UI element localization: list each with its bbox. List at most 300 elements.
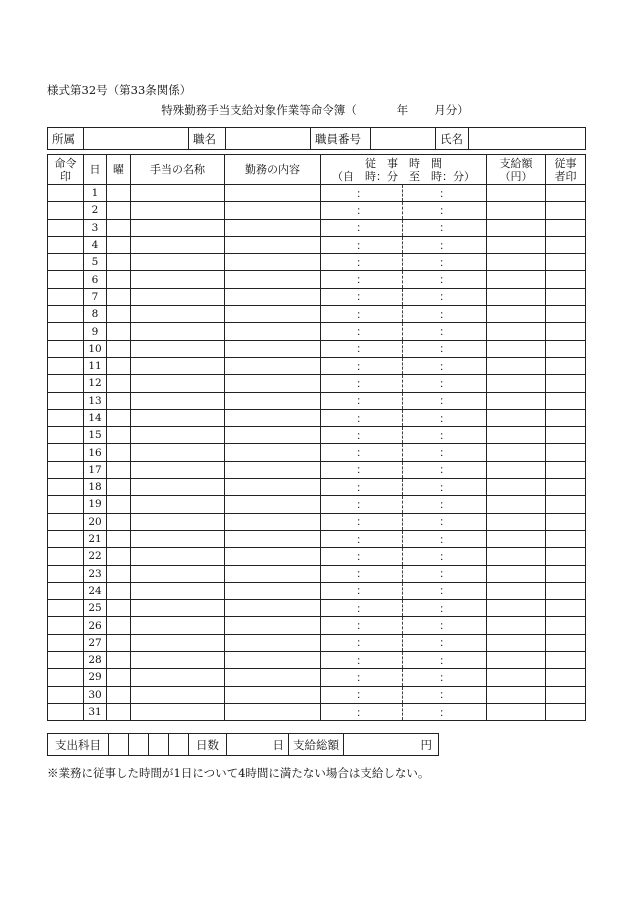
- order-seal-cell[interactable]: [48, 513, 84, 530]
- day-number: 29: [84, 669, 107, 686]
- work-content-cell[interactable]: [225, 271, 321, 288]
- allowance-name-cell[interactable]: [131, 357, 225, 374]
- expense-code-box[interactable]: [129, 734, 149, 756]
- start-time-cell[interactable]: ：: [321, 686, 403, 703]
- start-time-cell[interactable]: ：: [321, 185, 403, 202]
- day-number: 16: [84, 444, 107, 461]
- order-seal-cell[interactable]: [48, 496, 84, 513]
- position-label: 職名: [189, 128, 226, 150]
- order-seal-cell[interactable]: [48, 427, 84, 444]
- work-content-cell[interactable]: [225, 582, 321, 599]
- weekday-cell[interactable]: [107, 254, 131, 271]
- end-time-cell[interactable]: ：: [403, 652, 487, 669]
- work-content-cell[interactable]: [225, 254, 321, 271]
- start-time-cell[interactable]: ：: [321, 444, 403, 461]
- worker-seal-cell[interactable]: [546, 461, 586, 478]
- worker-seal-cell[interactable]: [546, 185, 586, 202]
- order-seal-cell[interactable]: [48, 357, 84, 374]
- name-field[interactable]: [469, 128, 586, 150]
- amount-cell[interactable]: [487, 323, 546, 340]
- worker-seal-cell[interactable]: [546, 409, 586, 426]
- days-field[interactable]: 日: [227, 734, 289, 756]
- allowance-name-cell[interactable]: [131, 202, 225, 219]
- weekday-cell[interactable]: [107, 669, 131, 686]
- weekday-cell[interactable]: [107, 634, 131, 651]
- amount-cell[interactable]: [487, 513, 546, 530]
- amount-cell[interactable]: [487, 548, 546, 565]
- order-seal-cell[interactable]: [48, 479, 84, 496]
- weekday-cell[interactable]: [107, 530, 131, 547]
- start-time-cell[interactable]: ：: [321, 306, 403, 323]
- work-content-cell[interactable]: [225, 479, 321, 496]
- amount-cell[interactable]: [487, 288, 546, 305]
- weekday-cell[interactable]: [107, 513, 131, 530]
- weekday-cell[interactable]: [107, 409, 131, 426]
- work-content-cell[interactable]: [225, 306, 321, 323]
- weekday-cell[interactable]: [107, 427, 131, 444]
- day-number: 26: [84, 617, 107, 634]
- amount-cell[interactable]: [487, 409, 546, 426]
- allowance-name-cell[interactable]: [131, 461, 225, 478]
- order-seal-cell[interactable]: [48, 254, 84, 271]
- worker-seal-cell[interactable]: [546, 652, 586, 669]
- worker-seal-cell[interactable]: [546, 375, 586, 392]
- work-content-cell[interactable]: [225, 652, 321, 669]
- start-time-cell[interactable]: ：: [321, 236, 403, 253]
- end-time-cell[interactable]: ：: [403, 530, 487, 547]
- worker-seal-cell[interactable]: [546, 496, 586, 513]
- order-seal-cell[interactable]: [48, 409, 84, 426]
- amount-cell[interactable]: [487, 185, 546, 202]
- start-time-cell[interactable]: ：: [321, 669, 403, 686]
- title-year: 年: [396, 103, 409, 117]
- allowance-name-cell[interactable]: [131, 271, 225, 288]
- end-time-cell[interactable]: ：: [403, 357, 487, 374]
- order-seal-cell[interactable]: [48, 617, 84, 634]
- day-row: [48, 652, 586, 669]
- work-content-cell[interactable]: [225, 392, 321, 409]
- work-content-cell[interactable]: [225, 686, 321, 703]
- order-seal-cell[interactable]: [48, 548, 84, 565]
- allowance-name-cell[interactable]: [131, 444, 225, 461]
- end-time-cell[interactable]: ：: [403, 375, 487, 392]
- day-row: [48, 479, 586, 496]
- worker-seal-cell[interactable]: [546, 357, 586, 374]
- amount-cell[interactable]: [487, 530, 546, 547]
- worker-seal-cell[interactable]: [546, 202, 586, 219]
- day-row: [48, 306, 586, 323]
- work-content-cell[interactable]: [225, 600, 321, 617]
- order-seal-cell[interactable]: [48, 530, 84, 547]
- work-content-cell[interactable]: [225, 340, 321, 357]
- order-seal-cell[interactable]: [48, 652, 84, 669]
- weekday-cell[interactable]: [107, 185, 131, 202]
- end-time-cell[interactable]: ：: [403, 323, 487, 340]
- day-row: [48, 323, 586, 340]
- work-content-cell[interactable]: [225, 617, 321, 634]
- day-number: 28: [84, 652, 107, 669]
- day-row: [48, 634, 586, 651]
- end-time-cell[interactable]: ：: [403, 271, 487, 288]
- start-time-cell[interactable]: ：: [321, 600, 403, 617]
- weekday-cell[interactable]: [107, 323, 131, 340]
- allowance-name-cell[interactable]: [131, 686, 225, 703]
- order-seal-cell[interactable]: [48, 669, 84, 686]
- allowance-name-cell[interactable]: [131, 479, 225, 496]
- worker-seal-cell[interactable]: [546, 444, 586, 461]
- start-time-cell[interactable]: ：: [321, 375, 403, 392]
- day-row: [48, 513, 586, 530]
- work-content-cell[interactable]: [225, 375, 321, 392]
- allowance-name-cell[interactable]: [131, 236, 225, 253]
- weekday-cell[interactable]: [107, 565, 131, 582]
- work-content-cell[interactable]: [225, 669, 321, 686]
- order-seal-cell[interactable]: [48, 461, 84, 478]
- day-number: 20: [84, 513, 107, 530]
- form-title: [0, 102, 630, 118]
- amount-cell[interactable]: [487, 219, 546, 236]
- weekday-cell[interactable]: [107, 652, 131, 669]
- order-seal-cell[interactable]: [48, 271, 84, 288]
- start-time-cell[interactable]: ：: [321, 652, 403, 669]
- start-time-cell[interactable]: ：: [321, 202, 403, 219]
- weekday-cell[interactable]: [107, 375, 131, 392]
- end-time-cell[interactable]: ：: [403, 496, 487, 513]
- end-time-cell[interactable]: ：: [403, 686, 487, 703]
- order-seal-cell[interactable]: [48, 582, 84, 599]
- weekday-cell[interactable]: [107, 548, 131, 565]
- order-seal-cell[interactable]: [48, 375, 84, 392]
- day-row: [48, 357, 586, 374]
- start-time-cell[interactable]: ：: [321, 271, 403, 288]
- day-number: 9: [84, 323, 107, 340]
- weekday-cell[interactable]: [107, 686, 131, 703]
- work-content-cell[interactable]: [225, 530, 321, 547]
- allowance-name-header: 手当の名称: [131, 155, 225, 185]
- allowance-name-cell[interactable]: [131, 530, 225, 547]
- day-row: [48, 530, 586, 547]
- position-field[interactable]: [226, 128, 311, 150]
- order-seal-cell[interactable]: [48, 600, 84, 617]
- allowance-name-cell[interactable]: [131, 548, 225, 565]
- weekday-cell[interactable]: [107, 392, 131, 409]
- day-number: 6: [84, 271, 107, 288]
- end-time-cell[interactable]: ：: [403, 306, 487, 323]
- allowance-name-cell[interactable]: [131, 392, 225, 409]
- order-seal-cell[interactable]: [48, 323, 84, 340]
- allowance-name-cell[interactable]: [131, 496, 225, 513]
- end-time-cell[interactable]: ：: [403, 288, 487, 305]
- worker-seal-header: 従事 者印: [546, 155, 586, 185]
- amount-cell[interactable]: [487, 444, 546, 461]
- start-time-cell[interactable]: ：: [321, 479, 403, 496]
- worker-seal-cell[interactable]: [546, 565, 586, 582]
- worker-seal-cell[interactable]: [546, 427, 586, 444]
- allowance-name-cell[interactable]: [131, 582, 225, 599]
- day-row: [48, 185, 586, 202]
- day-row: [48, 202, 586, 219]
- day-row: [48, 548, 586, 565]
- allowance-name-cell[interactable]: [131, 254, 225, 271]
- day-row: [48, 669, 586, 686]
- end-time-cell[interactable]: ：: [403, 617, 487, 634]
- worker-seal-cell[interactable]: [546, 634, 586, 651]
- amount-cell[interactable]: [487, 392, 546, 409]
- order-seal-cell[interactable]: [48, 340, 84, 357]
- affiliation-label: 所属: [48, 128, 84, 150]
- start-time-cell[interactable]: ：: [321, 565, 403, 582]
- allowance-name-cell[interactable]: [131, 306, 225, 323]
- weekday-cell[interactable]: [107, 340, 131, 357]
- work-content-cell[interactable]: [225, 703, 321, 720]
- start-time-cell[interactable]: ：: [321, 254, 403, 271]
- end-time-cell[interactable]: ：: [403, 669, 487, 686]
- allowance-name-cell[interactable]: [131, 409, 225, 426]
- work-content-cell[interactable]: [225, 461, 321, 478]
- allowance-name-cell[interactable]: [131, 185, 225, 202]
- affiliation-field[interactable]: [84, 128, 189, 150]
- end-time-cell[interactable]: ：: [403, 703, 487, 720]
- day-number: 5: [84, 254, 107, 271]
- weekday-cell[interactable]: [107, 444, 131, 461]
- amount-cell[interactable]: [487, 703, 546, 720]
- day-number: 18: [84, 479, 107, 496]
- start-time-cell[interactable]: ：: [321, 288, 403, 305]
- end-time-cell[interactable]: ：: [403, 340, 487, 357]
- order-seal-cell[interactable]: [48, 565, 84, 582]
- allowance-name-cell[interactable]: [131, 669, 225, 686]
- worker-seal-cell[interactable]: [546, 530, 586, 547]
- end-time-cell[interactable]: ：: [403, 254, 487, 271]
- day-row: [48, 496, 586, 513]
- amount-cell[interactable]: [487, 236, 546, 253]
- order-seal-cell[interactable]: [48, 288, 84, 305]
- weekday-cell[interactable]: [107, 479, 131, 496]
- amount-cell[interactable]: [487, 461, 546, 478]
- work-content-cell[interactable]: [225, 634, 321, 651]
- weekday-cell[interactable]: [107, 357, 131, 374]
- end-time-cell[interactable]: ：: [403, 513, 487, 530]
- day-number: 7: [84, 288, 107, 305]
- work-content-cell[interactable]: [225, 444, 321, 461]
- amount-cell[interactable]: [487, 306, 546, 323]
- weekday-cell[interactable]: [107, 219, 131, 236]
- end-time-cell[interactable]: ：: [403, 392, 487, 409]
- expense-code-box[interactable]: [169, 734, 189, 756]
- allowance-name-cell[interactable]: [131, 340, 225, 357]
- allowance-name-cell[interactable]: [131, 634, 225, 651]
- order-seal-cell[interactable]: [48, 392, 84, 409]
- title-month: 月分）: [434, 103, 469, 117]
- end-time-cell[interactable]: ：: [403, 479, 487, 496]
- worker-seal-cell[interactable]: [546, 582, 586, 599]
- end-time-cell[interactable]: ：: [403, 409, 487, 426]
- total-amount-label: 支給総額: [289, 734, 344, 756]
- start-time-cell[interactable]: ：: [321, 496, 403, 513]
- amount-cell[interactable]: [487, 357, 546, 374]
- day-number: 2: [84, 202, 107, 219]
- amount-cell[interactable]: [487, 652, 546, 669]
- start-time-cell[interactable]: ：: [321, 530, 403, 547]
- order-seal-cell[interactable]: [48, 219, 84, 236]
- worker-seal-cell[interactable]: [546, 392, 586, 409]
- worker-seal-cell[interactable]: [546, 548, 586, 565]
- start-time-cell[interactable]: ：: [321, 461, 403, 478]
- weekday-cell[interactable]: [107, 288, 131, 305]
- day-row: [48, 617, 586, 634]
- weekday-cell[interactable]: [107, 600, 131, 617]
- amount-cell[interactable]: [487, 202, 546, 219]
- work-content-cell[interactable]: [225, 496, 321, 513]
- day-number: 23: [84, 565, 107, 582]
- worker-seal-cell[interactable]: [546, 254, 586, 271]
- worker-seal-cell[interactable]: [546, 288, 586, 305]
- amount-cell[interactable]: [487, 375, 546, 392]
- worker-seal-cell[interactable]: [546, 703, 586, 720]
- amount-cell[interactable]: [487, 271, 546, 288]
- work-content-cell[interactable]: [225, 548, 321, 565]
- work-content-cell[interactable]: [225, 409, 321, 426]
- allowance-name-cell[interactable]: [131, 427, 225, 444]
- work-content-cell[interactable]: [225, 357, 321, 374]
- order-seal-cell[interactable]: [48, 236, 84, 253]
- work-content-cell[interactable]: [225, 513, 321, 530]
- start-time-cell[interactable]: ：: [321, 392, 403, 409]
- weekday-cell[interactable]: [107, 496, 131, 513]
- weekday-cell[interactable]: [107, 582, 131, 599]
- start-time-cell[interactable]: ：: [321, 634, 403, 651]
- end-time-cell[interactable]: ：: [403, 634, 487, 651]
- amount-cell[interactable]: [487, 479, 546, 496]
- day-number: 8: [84, 306, 107, 323]
- amount-cell[interactable]: [487, 669, 546, 686]
- order-seal-cell[interactable]: [48, 634, 84, 651]
- start-time-cell[interactable]: ：: [321, 323, 403, 340]
- worker-seal-cell[interactable]: [546, 479, 586, 496]
- worker-seal-cell[interactable]: [546, 219, 586, 236]
- end-time-cell[interactable]: ：: [403, 565, 487, 582]
- start-time-cell[interactable]: ：: [321, 409, 403, 426]
- start-time-cell[interactable]: ：: [321, 219, 403, 236]
- allowance-name-cell[interactable]: [131, 375, 225, 392]
- work-content-cell[interactable]: [225, 323, 321, 340]
- start-time-cell[interactable]: ：: [321, 548, 403, 565]
- weekday-cell[interactable]: [107, 236, 131, 253]
- worker-seal-cell[interactable]: [546, 271, 586, 288]
- expense-item-label: 支出科目: [48, 734, 109, 756]
- worker-seal-cell[interactable]: [546, 513, 586, 530]
- order-seal-cell[interactable]: [48, 185, 84, 202]
- weekday-cell[interactable]: [107, 617, 131, 634]
- worker-seal-cell[interactable]: [546, 686, 586, 703]
- weekday-cell[interactable]: [107, 306, 131, 323]
- day-number: 14: [84, 409, 107, 426]
- day-row: [48, 392, 586, 409]
- work-content-cell[interactable]: [225, 219, 321, 236]
- expense-code-box[interactable]: [149, 734, 169, 756]
- expense-code-box[interactable]: [109, 734, 129, 756]
- amount-cell[interactable]: [487, 340, 546, 357]
- day-number: 30: [84, 686, 107, 703]
- amount-cell[interactable]: [487, 634, 546, 651]
- amount-cell[interactable]: [487, 565, 546, 582]
- start-time-cell[interactable]: ：: [321, 513, 403, 530]
- amount-cell[interactable]: [487, 496, 546, 513]
- order-seal-cell[interactable]: [48, 202, 84, 219]
- start-time-cell[interactable]: ：: [321, 427, 403, 444]
- worker-seal-cell[interactable]: [546, 306, 586, 323]
- total-amount-field[interactable]: 円: [344, 734, 439, 756]
- allowance-name-cell[interactable]: [131, 513, 225, 530]
- order-seal-cell[interactable]: [48, 703, 84, 720]
- worker-seal-cell[interactable]: [546, 617, 586, 634]
- end-time-cell[interactable]: ：: [403, 202, 487, 219]
- amount-cell[interactable]: [487, 582, 546, 599]
- day-row: [48, 288, 586, 305]
- allowance-name-cell[interactable]: [131, 703, 225, 720]
- allowance-name-cell[interactable]: [131, 565, 225, 582]
- staff-number-field[interactable]: [371, 128, 436, 150]
- end-time-cell[interactable]: ：: [403, 427, 487, 444]
- allowance-name-cell[interactable]: [131, 652, 225, 669]
- start-time-cell[interactable]: ：: [321, 357, 403, 374]
- weekday-cell[interactable]: [107, 271, 131, 288]
- header-table: [47, 127, 586, 150]
- amount-cell[interactable]: [487, 617, 546, 634]
- end-time-cell[interactable]: ：: [403, 600, 487, 617]
- worker-seal-cell[interactable]: [546, 600, 586, 617]
- weekday-cell[interactable]: [107, 461, 131, 478]
- order-seal-cell[interactable]: [48, 686, 84, 703]
- work-content-cell[interactable]: [225, 427, 321, 444]
- end-time-cell[interactable]: ：: [403, 185, 487, 202]
- day-number: 11: [84, 357, 107, 374]
- weekday-cell[interactable]: [107, 202, 131, 219]
- amount-cell[interactable]: [487, 427, 546, 444]
- end-time-cell[interactable]: ：: [403, 548, 487, 565]
- end-time-cell[interactable]: ：: [403, 219, 487, 236]
- start-time-cell[interactable]: ：: [321, 340, 403, 357]
- work-content-cell[interactable]: [225, 288, 321, 305]
- order-seal-cell[interactable]: [48, 444, 84, 461]
- work-content-cell[interactable]: [225, 565, 321, 582]
- work-content-cell[interactable]: [225, 185, 321, 202]
- work-content-cell[interactable]: [225, 236, 321, 253]
- end-time-cell[interactable]: ：: [403, 444, 487, 461]
- end-time-cell[interactable]: ：: [403, 582, 487, 599]
- end-time-cell[interactable]: ：: [403, 461, 487, 478]
- end-time-cell[interactable]: ：: [403, 236, 487, 253]
- start-time-cell[interactable]: ：: [321, 582, 403, 599]
- allowance-name-cell[interactable]: [131, 288, 225, 305]
- worker-seal-cell[interactable]: [546, 340, 586, 357]
- amount-cell[interactable]: [487, 254, 546, 271]
- start-time-cell[interactable]: ：: [321, 703, 403, 720]
- worker-seal-cell[interactable]: [546, 323, 586, 340]
- start-time-cell[interactable]: ：: [321, 617, 403, 634]
- allowance-name-cell[interactable]: [131, 323, 225, 340]
- allowance-name-cell[interactable]: [131, 617, 225, 634]
- order-seal-cell[interactable]: [48, 306, 84, 323]
- amount-cell[interactable]: [487, 686, 546, 703]
- worker-seal-cell[interactable]: [546, 236, 586, 253]
- allowance-name-cell[interactable]: [131, 219, 225, 236]
- worker-seal-cell[interactable]: [546, 669, 586, 686]
- work-content-cell[interactable]: [225, 202, 321, 219]
- amount-cell[interactable]: [487, 600, 546, 617]
- weekday-cell[interactable]: [107, 703, 131, 720]
- allowance-name-cell[interactable]: [131, 600, 225, 617]
